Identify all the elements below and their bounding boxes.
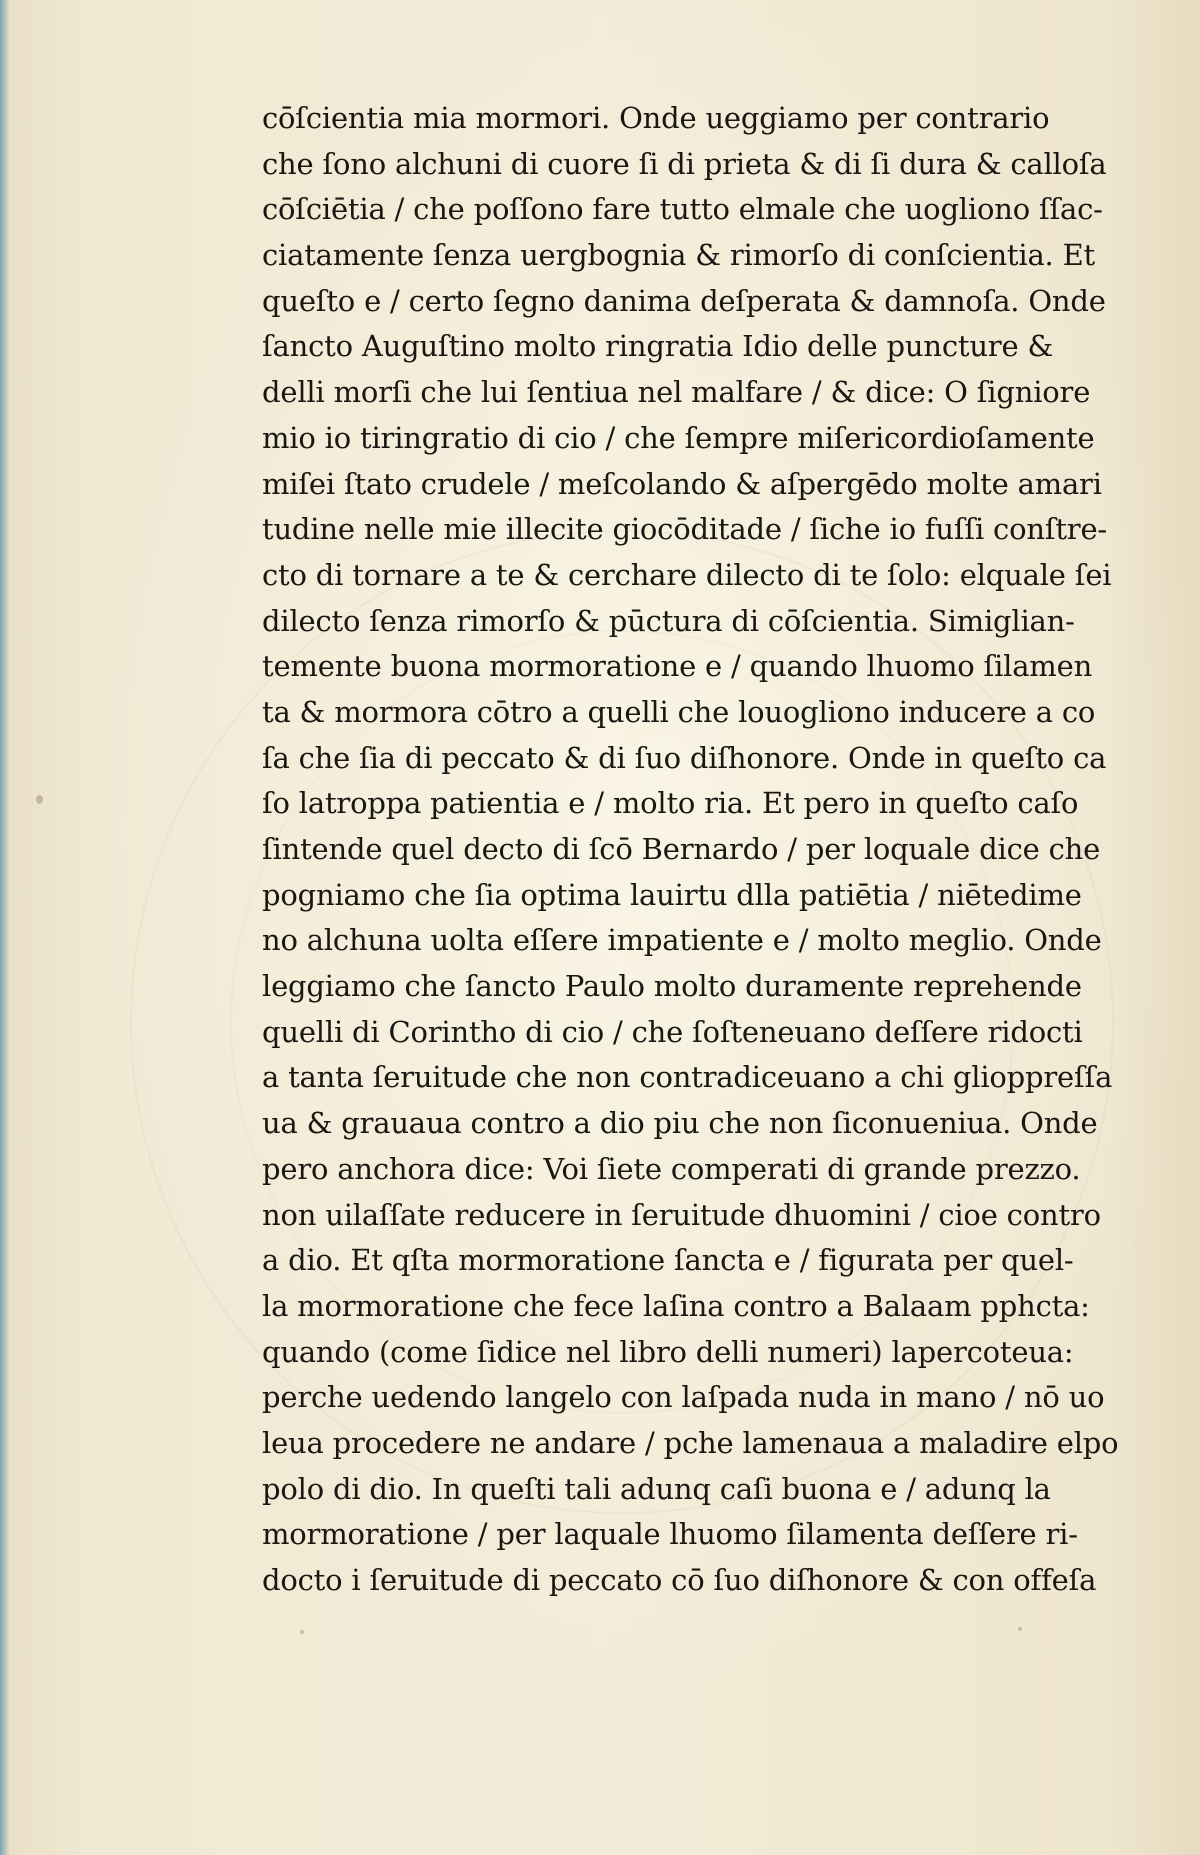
text-line: ſintende quel decto di ſcō Bernardo / per loquale dice che: [262, 832, 1101, 866]
text-line: ua & grauaua contro a dio piu che non ſiconueniua. Onde: [262, 1106, 1098, 1141]
text-line: docto i ſeruitude di peccato cō ſuo diſhonore & con offeſa: [262, 1563, 1097, 1597]
text-line: delli morſi che lui ſentiua nel malfare / & dice: O ſigniore: [262, 375, 1091, 410]
text-line: quando (come ſidice nel libro delli numeri) lapercoteua:: [262, 1334, 1074, 1369]
page-binding-edge: [0, 0, 10, 1855]
text-line: temente buona mormoratione e / quando lhuomo ſilamen: [262, 649, 1093, 684]
paper-spot: [1018, 1627, 1022, 1631]
text-line: ſancto Auguſtino molto ringratia Idio delle puncture &: [262, 329, 1054, 364]
text-line: che ſono alchuni di cuore ſi di prieta & di ſi dura & calloſa: [262, 146, 1107, 181]
text-line: cto di tornare a te & cerchare dilecto di te ſolo: elquale ſei: [262, 557, 1112, 592]
text-line: a dio. Et qſta mormoratione ſancta e / figurata per quel-: [262, 1243, 1074, 1278]
text-line: ſo latroppa patientia e / molto ria. Et pero in queſto caſo: [262, 786, 1079, 821]
text-line: cōſciētia / che poſſono fare tutto elmale che uogliono ſſac-: [262, 192, 1103, 227]
text-line: miſei ſtato crudele / meſcolando & aſpergēdo molte amari: [262, 466, 1102, 501]
text-line: dilecto ſenza rimorſo & pūctura di cōſcientia. Simiglian-: [262, 603, 1075, 638]
text-line: quelli di Corintho di cio / che ſoſteneuano deſſere ridocti: [262, 1014, 1083, 1049]
paper-spot: [36, 795, 43, 804]
text-line: mormoratione / per laquale lhuomo ſilamenta deſſere ri-: [262, 1517, 1078, 1552]
text-line: ſa che ſia di peccato & di ſuo diſhonore. Onde in queſto ca: [262, 740, 1107, 775]
text-line: la mormoratione che fece laſina contro a Balaam pphcta:: [262, 1288, 1090, 1323]
text-line: a tanta ſeruitude che non contradiceuano a chi glioppreſſa: [262, 1060, 1113, 1095]
body-text: [262, 96, 1122, 1604]
text-line: ciatamente ſenza uergbognia & rimorſo di conſcientia. Et: [262, 238, 1096, 273]
text-line: cōſcientia mia mormori. Onde ueggiamo per contrario: [262, 101, 1050, 135]
text-line: queſto e / certo ſegno danima deſperata & damnoſa. Onde: [262, 283, 1106, 318]
text-line: no alchuna uolta eſſere impatiente e / molto meglio. Onde: [262, 923, 1102, 958]
text-line: ta & mormora cōtro a quelli che louogliono inducere a co: [262, 694, 1096, 729]
text-line: pero anchora dice: Voi ſiete comperati di grande prezzo.: [262, 1151, 1081, 1186]
text-line: polo di dio. In queſti tali adunq caſi buona e / adunq la: [262, 1471, 1051, 1506]
text-line: mio io tiringratio di cio / che ſempre miſericordioſamente: [262, 420, 1095, 455]
text-line: tudine nelle mie illecite giocōditade / ſiche io fuſſi conſtre-: [262, 512, 1108, 547]
text-line: non uilaſſate reducere in ſeruitude dhuomini / cioe contro: [262, 1197, 1101, 1232]
text-line: leua procedere ne andare / pche lamenaua a maladire elpo: [262, 1425, 1119, 1460]
text-line: leggiamo che ſancto Paulo molto duramente reprehende: [262, 969, 1082, 1004]
paper-spot: [300, 1630, 304, 1634]
text-line: perche uedendo langelo con laſpada nuda in mano / nō uo: [262, 1380, 1105, 1415]
text-line: pogniamo che ſia optima lauirtu dlla patiētia / niētedime: [262, 877, 1082, 912]
